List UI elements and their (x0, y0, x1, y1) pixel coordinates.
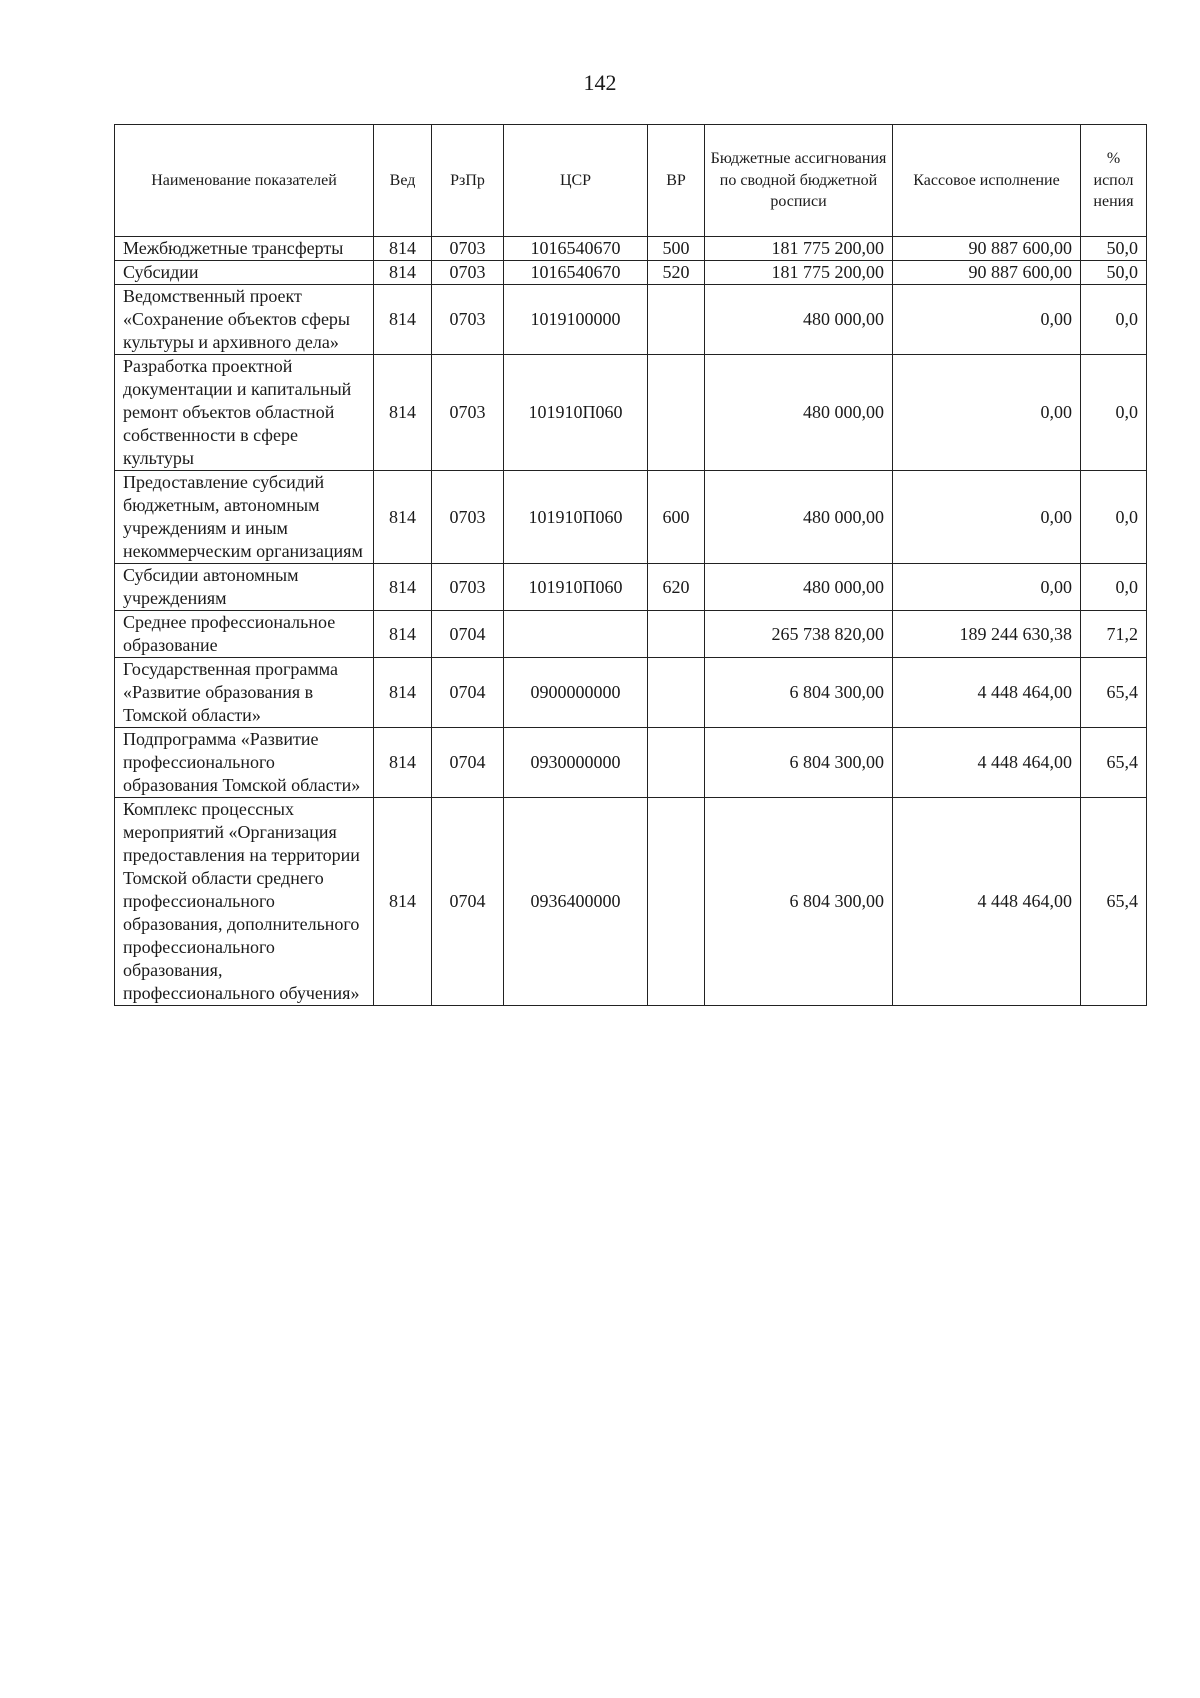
table-row (115, 564, 1147, 611)
cell-percent: 65,4 (1081, 728, 1147, 798)
cell-ved: 814 (374, 285, 432, 355)
cell-budget: 480 000,00 (705, 471, 893, 564)
cell-csr: 0900000000 (504, 658, 648, 728)
cell-cash: 90 887 600,00 (893, 237, 1081, 261)
cell-vr: 520 (648, 261, 705, 285)
cell-name: Субсидии (115, 261, 374, 285)
cell-percent: 0,0 (1081, 355, 1147, 471)
cell-budget: 6 804 300,00 (705, 658, 893, 728)
cell-ved: 814 (374, 237, 432, 261)
cell-cash: 4 448 464,00 (893, 798, 1081, 1006)
cell-percent: 50,0 (1081, 261, 1147, 285)
cell-csr: 101910П060 (504, 355, 648, 471)
cell-budget: 480 000,00 (705, 355, 893, 471)
cell-vr (648, 798, 705, 1006)
cell-cash: 0,00 (893, 564, 1081, 611)
table-row (115, 355, 1147, 471)
cell-cash: 90 887 600,00 (893, 261, 1081, 285)
cell-csr: 0930000000 (504, 728, 648, 798)
cell-name: Разработка проектной документации и капитальный ремонт объектов областной собственности в сфере культуры (115, 355, 374, 471)
table-row (115, 728, 1147, 798)
cell-rzpr: 0703 (432, 285, 504, 355)
cell-budget: 265 738 820,00 (705, 611, 893, 658)
cell-budget: 480 000,00 (705, 285, 893, 355)
cell-vr: 500 (648, 237, 705, 261)
cell-rzpr: 0704 (432, 658, 504, 728)
cell-cash: 0,00 (893, 285, 1081, 355)
cell-cash: 189 244 630,38 (893, 611, 1081, 658)
cell-vr: 620 (648, 564, 705, 611)
cell-percent: 0,0 (1081, 564, 1147, 611)
cell-name: Комплекс процессных мероприятий «Организация предоставления на территории Томской области среднего профессионального образования, дополнительного профессионального образования, профессионального обучения» (115, 798, 374, 1006)
header-ved: Вед (374, 125, 432, 237)
cell-cash: 0,00 (893, 355, 1081, 471)
table-row (115, 471, 1147, 564)
table-row (115, 611, 1147, 658)
cell-ved: 814 (374, 355, 432, 471)
cell-percent: 0,0 (1081, 471, 1147, 564)
cell-percent: 65,4 (1081, 798, 1147, 1006)
cell-name: Подпрограмма «Развитие профессионального образования Томской области» (115, 728, 374, 798)
header-cash: Кассовое исполнение (893, 125, 1081, 237)
cell-cash: 0,00 (893, 471, 1081, 564)
page-number: 142 (583, 70, 617, 95)
table-row (115, 658, 1147, 728)
cell-rzpr: 0704 (432, 728, 504, 798)
cell-name: Межбюджетные трансферты (115, 237, 374, 261)
cell-ved: 814 (374, 471, 432, 564)
cell-name: Ведомственный проект «Сохранение объектов сферы культуры и архивного дела» (115, 285, 374, 355)
budget-execution-table (114, 124, 1147, 1006)
cell-csr: 1016540670 (504, 237, 648, 261)
header-csr: ЦСР (504, 125, 648, 237)
cell-csr (504, 611, 648, 658)
header-percent: % испол нения (1081, 125, 1147, 237)
cell-cash: 4 448 464,00 (893, 658, 1081, 728)
header-vr: ВР (648, 125, 705, 237)
header-rzpr: РзПр (432, 125, 504, 237)
cell-ved: 814 (374, 658, 432, 728)
cell-ved: 814 (374, 564, 432, 611)
cell-csr: 1019100000 (504, 285, 648, 355)
cell-rzpr: 0703 (432, 355, 504, 471)
cell-cash: 4 448 464,00 (893, 728, 1081, 798)
cell-budget: 181 775 200,00 (705, 261, 893, 285)
cell-percent: 0,0 (1081, 285, 1147, 355)
cell-rzpr: 0704 (432, 798, 504, 1006)
cell-vr (648, 728, 705, 798)
cell-rzpr: 0703 (432, 471, 504, 564)
table-row (115, 285, 1147, 355)
cell-csr: 1016540670 (504, 261, 648, 285)
cell-budget: 6 804 300,00 (705, 798, 893, 1006)
cell-ved: 814 (374, 261, 432, 285)
cell-rzpr: 0703 (432, 564, 504, 611)
cell-csr: 101910П060 (504, 564, 648, 611)
table-row (115, 237, 1147, 261)
cell-budget: 480 000,00 (705, 564, 893, 611)
header-name: Наименование показателей (115, 125, 374, 237)
cell-percent: 65,4 (1081, 658, 1147, 728)
cell-name: Государственная программа «Развитие образования в Томской области» (115, 658, 374, 728)
cell-csr: 101910П060 (504, 471, 648, 564)
cell-vr (648, 355, 705, 471)
table-header-row (115, 125, 1147, 237)
table-row (115, 261, 1147, 285)
header-budget: Бюджетные ассигнования по сводной бюджетной росписи (705, 125, 893, 237)
cell-name: Среднее профессиональное образование (115, 611, 374, 658)
cell-percent: 71,2 (1081, 611, 1147, 658)
cell-vr (648, 285, 705, 355)
cell-rzpr: 0704 (432, 611, 504, 658)
cell-csr: 0936400000 (504, 798, 648, 1006)
cell-budget: 6 804 300,00 (705, 728, 893, 798)
cell-percent: 50,0 (1081, 237, 1147, 261)
table-row (115, 798, 1147, 1006)
cell-ved: 814 (374, 798, 432, 1006)
cell-budget: 181 775 200,00 (705, 237, 893, 261)
cell-ved: 814 (374, 728, 432, 798)
cell-rzpr: 0703 (432, 237, 504, 261)
cell-name: Предоставление субсидий бюджетным, автономным учреждениям и иным некоммерческим организациям (115, 471, 374, 564)
cell-ved: 814 (374, 611, 432, 658)
cell-vr (648, 658, 705, 728)
cell-vr: 600 (648, 471, 705, 564)
cell-name: Субсидии автономным учреждениям (115, 564, 374, 611)
cell-rzpr: 0703 (432, 261, 504, 285)
cell-vr (648, 611, 705, 658)
